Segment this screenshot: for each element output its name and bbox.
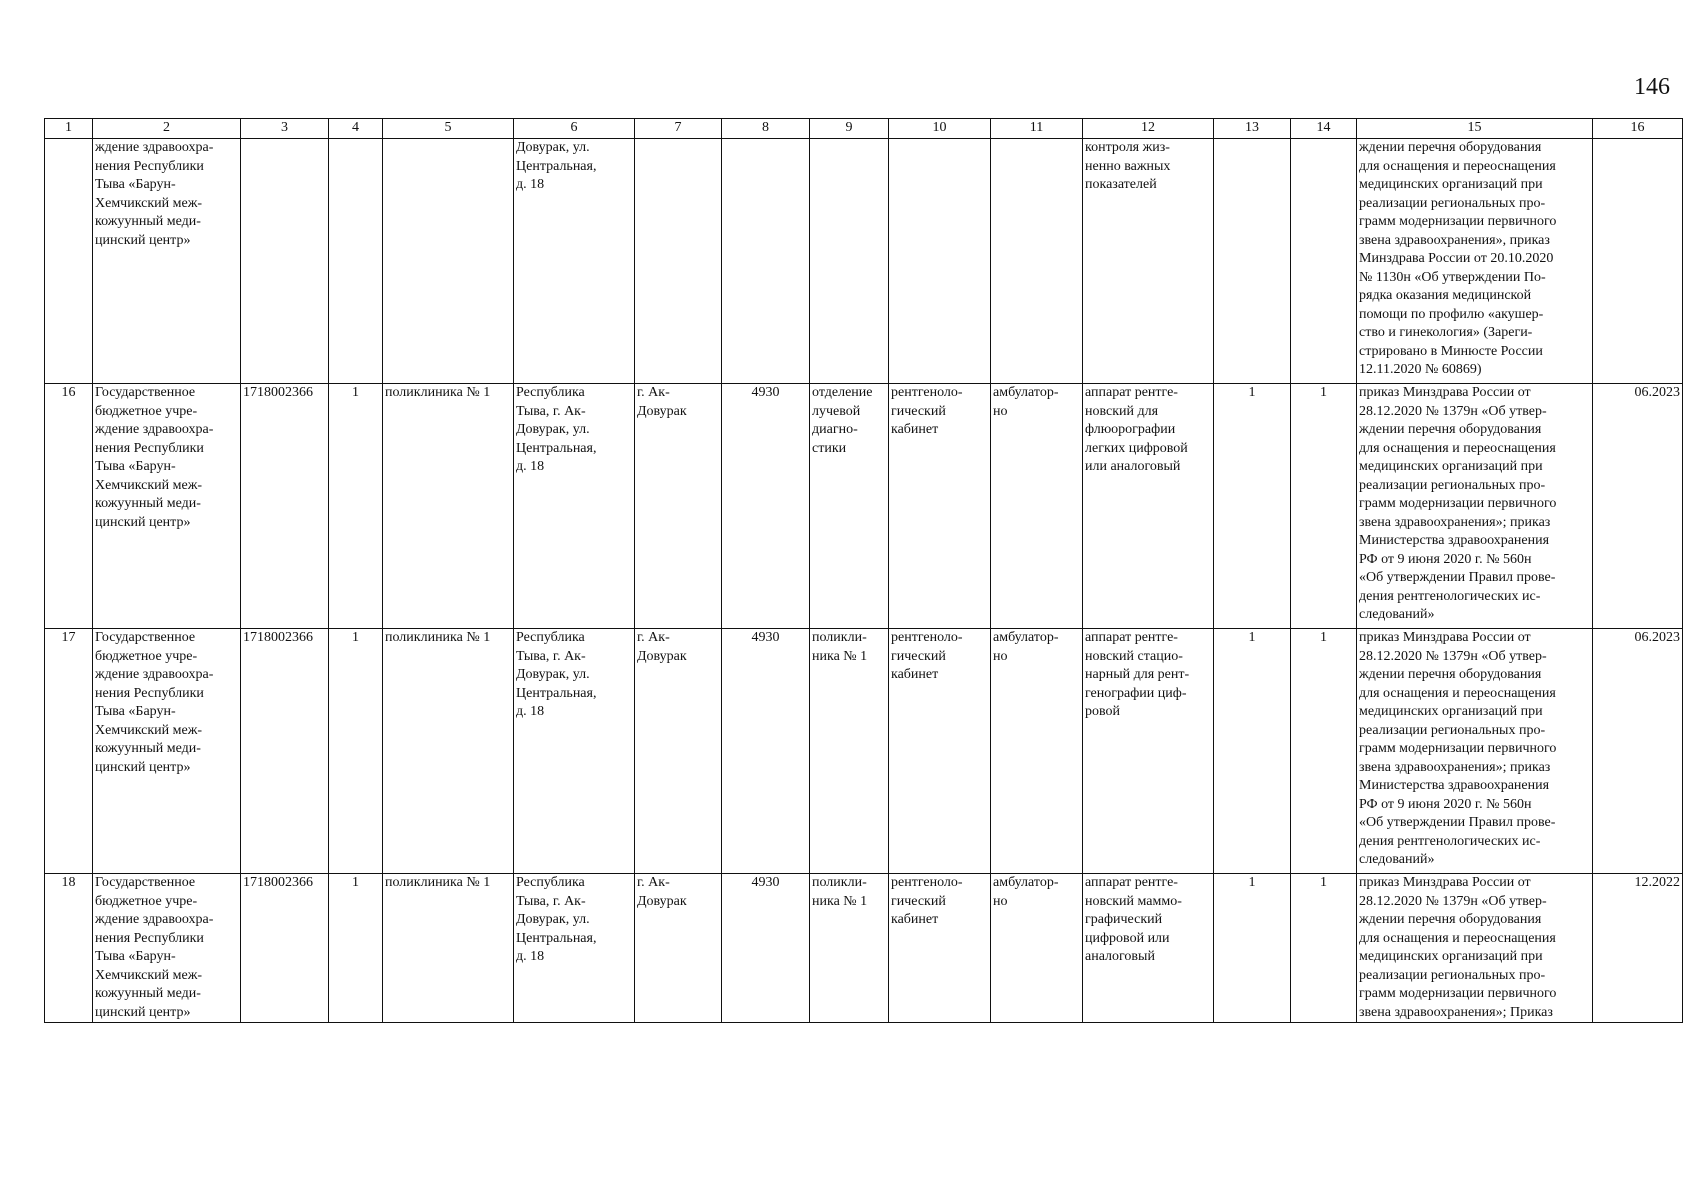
col-header: 11: [991, 119, 1083, 139]
cell-locality: [635, 139, 722, 384]
cell-equipment: аппарат рентге- новский стацио- нарный для рент- генографии циф- ровой: [1083, 629, 1214, 874]
cell-locality: г. Ак- Довурак: [635, 384, 722, 629]
cell-inn: 1718002366: [241, 629, 329, 874]
cell-col14: 1: [1291, 384, 1357, 629]
cell-col14: 1: [1291, 629, 1357, 874]
cell-care-condition: [991, 139, 1083, 384]
cell-room: рентгеноло- гический кабинет: [889, 384, 991, 629]
cell-room: [889, 139, 991, 384]
cell-organization: Государственное бюджетное учре- ждение здравоохра- нения Республики Тыва «Барун- Хемчикский меж- кожуунный меди- цинский центр»: [93, 629, 241, 874]
col-header: 7: [635, 119, 722, 139]
cell-col13: [1214, 139, 1291, 384]
col-header: 5: [383, 119, 514, 139]
cell-date: 12.2022: [1593, 874, 1683, 1023]
col-header: 8: [722, 119, 810, 139]
equipment-table: [44, 118, 1683, 1023]
cell-row-number: [45, 139, 93, 384]
col-header: 15: [1357, 119, 1593, 139]
cell-col4: 1: [329, 874, 383, 1023]
cell-col14: 1: [1291, 874, 1357, 1023]
cell-col13: 1: [1214, 384, 1291, 629]
col-header: 1: [45, 119, 93, 139]
cell-inn: 1718002366: [241, 874, 329, 1023]
table-row: [45, 139, 1683, 384]
cell-care-condition: амбулатор- но: [991, 874, 1083, 1023]
cell-subdivision: поликлиника № 1: [383, 629, 514, 874]
cell-col14: [1291, 139, 1357, 384]
cell-col13: 1: [1214, 874, 1291, 1023]
cell-address: Довурак, ул. Центральная, д. 18: [514, 139, 635, 384]
col-header: 9: [810, 119, 889, 139]
cell-row-number: 16: [45, 384, 93, 629]
cell-locality: г. Ак- Довурак: [635, 874, 722, 1023]
cell-date: 06.2023: [1593, 629, 1683, 874]
col-header: 10: [889, 119, 991, 139]
cell-address: Республика Тыва, г. Ак- Довурак, ул. Центральная, д. 18: [514, 629, 635, 874]
cell-col13: 1: [1214, 629, 1291, 874]
cell-inn: [241, 139, 329, 384]
col-header: 2: [93, 119, 241, 139]
cell-col4: 1: [329, 384, 383, 629]
cell-equipment: аппарат рентге- новский маммо- графический цифровой или аналоговый: [1083, 874, 1214, 1023]
cell-col8: 4930: [722, 629, 810, 874]
col-header: 14: [1291, 119, 1357, 139]
cell-room: рентгеноло- гический кабинет: [889, 874, 991, 1023]
table-row: [45, 629, 1683, 874]
cell-room: рентгеноло- гический кабинет: [889, 629, 991, 874]
table-row: [45, 384, 1683, 629]
cell-equipment: контроля жиз- ненно важных показателей: [1083, 139, 1214, 384]
cell-department: [810, 139, 889, 384]
col-header: 16: [1593, 119, 1683, 139]
col-header: 3: [241, 119, 329, 139]
cell-subdivision: поликлиника № 1: [383, 384, 514, 629]
cell-inn: 1718002366: [241, 384, 329, 629]
cell-col8: 4930: [722, 384, 810, 629]
page-number: 146: [1634, 74, 1670, 100]
col-header: 4: [329, 119, 383, 139]
cell-col8: 4930: [722, 874, 810, 1023]
cell-department: поликли- ника № 1: [810, 874, 889, 1023]
cell-department: отделение лучевой диагно- стики: [810, 384, 889, 629]
col-header: 13: [1214, 119, 1291, 139]
cell-legal-basis: приказ Минздрава России от 28.12.2020 № 1379н «Об утвер- ждении перечня оборудования для оснащения и переоснащения медицинских организаций при реализации региональных про- грамм модернизации первичного звена здравоохранения»; приказ Министерства здравоохранения РФ от 9 июня 2020 г. № 560н «Об утверждении Правил прове- дения рентгенологических ис- следований»: [1357, 629, 1593, 874]
cell-address: Республика Тыва, г. Ак- Довурак, ул. Центральная, д. 18: [514, 874, 635, 1023]
cell-care-condition: амбулатор- но: [991, 629, 1083, 874]
cell-date: 06.2023: [1593, 384, 1683, 629]
cell-department: поликли- ника № 1: [810, 629, 889, 874]
cell-col8: [722, 139, 810, 384]
cell-legal-basis: ждении перечня оборудования для оснащения и переоснащения медицинских организаций при реализации региональных про- грамм модернизации первичного звена здравоохранения», приказ Минздрава России от 20.10.2020 № 1130н «Об утверждении По- рядка оказания медицинской помощи по профилю «акушер- ство и гинекология» (Зареги- стрировано в Минюсте России 12.11.2020 № 60869): [1357, 139, 1593, 384]
cell-col4: [329, 139, 383, 384]
table-row: [45, 874, 1683, 1023]
cell-subdivision: поликлиника № 1: [383, 874, 514, 1023]
cell-address: Республика Тыва, г. Ак- Довурак, ул. Центральная, д. 18: [514, 384, 635, 629]
column-number-row: [45, 119, 1683, 139]
cell-legal-basis: приказ Минздрава России от 28.12.2020 № 1379н «Об утвер- ждении перечня оборудования для оснащения и переоснащения медицинских организаций при реализации региональных про- грамм модернизации первичного звена здравоохранения»; Приказ: [1357, 874, 1593, 1023]
cell-legal-basis: приказ Минздрава России от 28.12.2020 № 1379н «Об утвер- ждении перечня оборудования для оснащения и переоснащения медицинских организаций при реализации региональных про- грамм модернизации первичного звена здравоохранения»; приказ Министерства здравоохранения РФ от 9 июня 2020 г. № 560н «Об утверждении Правил прове- дения рентгенологических ис- следований»: [1357, 384, 1593, 629]
cell-row-number: 17: [45, 629, 93, 874]
col-header: 12: [1083, 119, 1214, 139]
cell-date: [1593, 139, 1683, 384]
cell-locality: г. Ак- Довурак: [635, 629, 722, 874]
cell-subdivision: [383, 139, 514, 384]
cell-equipment: аппарат рентге- новский для флюорографии легких цифровой или аналоговый: [1083, 384, 1214, 629]
cell-organization: Государственное бюджетное учре- ждение здравоохра- нения Республики Тыва «Барун- Хемчикский меж- кожуунный меди- цинский центр»: [93, 384, 241, 629]
cell-col4: 1: [329, 629, 383, 874]
cell-care-condition: амбулатор- но: [991, 384, 1083, 629]
cell-organization: Государственное бюджетное учре- ждение здравоохра- нения Республики Тыва «Барун- Хемчикский меж- кожуунный меди- цинский центр»: [93, 874, 241, 1023]
cell-organization: ждение здравоохра- нения Республики Тыва «Барун- Хемчикский меж- кожуунный меди- цинский центр»: [93, 139, 241, 384]
col-header: 6: [514, 119, 635, 139]
cell-row-number: 18: [45, 874, 93, 1023]
